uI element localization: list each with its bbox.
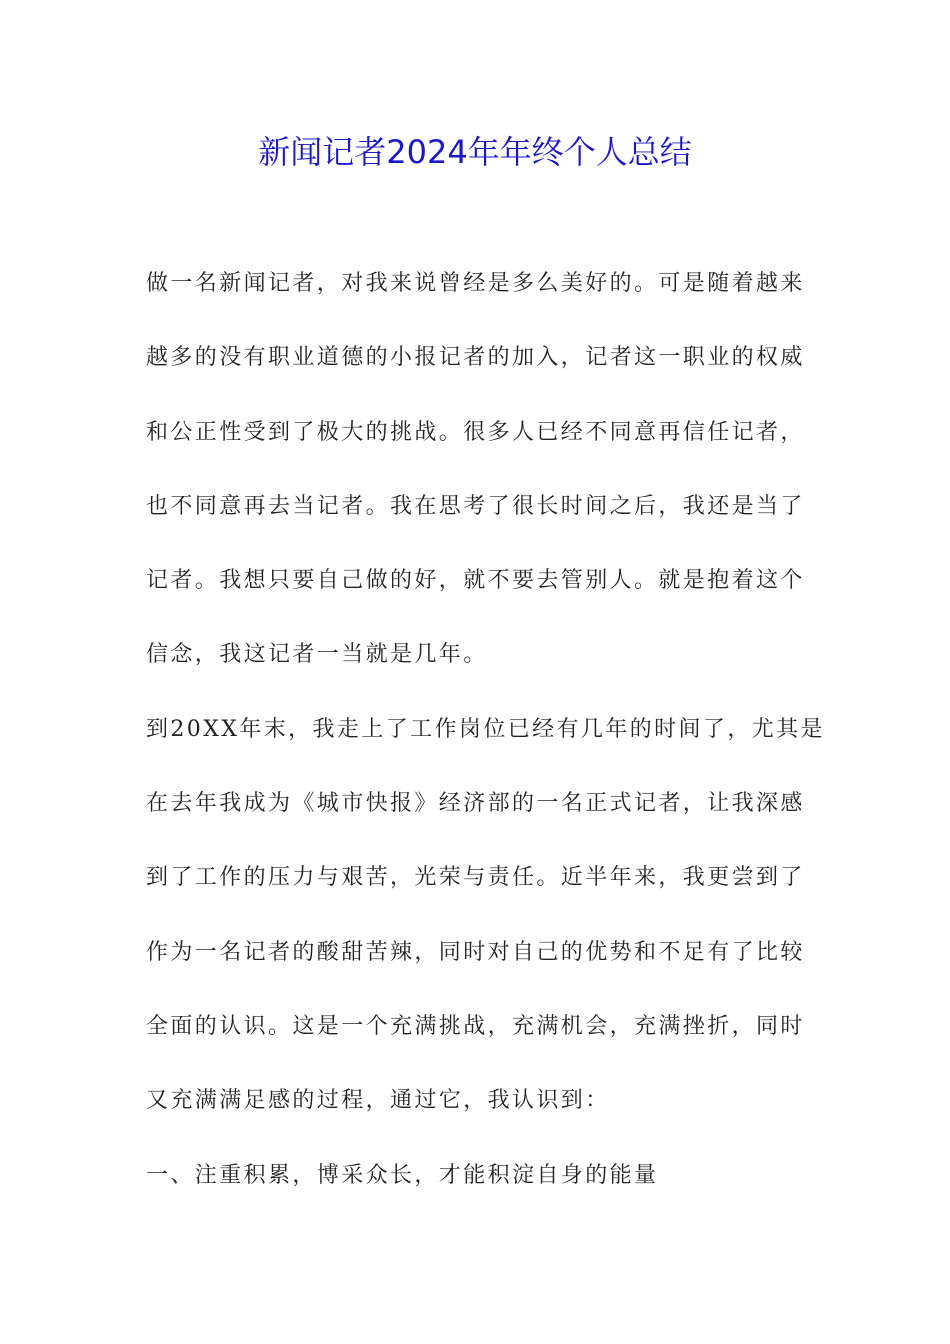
body-line: 也不同意再去当记者。我在思考了很长时间之后，我还是当了 <box>146 493 805 519</box>
body-line: 记者。我想只要自己做的好，就不要去管别人。就是抱着这个 <box>146 568 805 594</box>
body-line: 作为一名记者的酸甜苦辣，同时对自己的优势和不足有了比较 <box>146 939 805 965</box>
body-line: 做一名新闻记者，对我来说曾经是多么美好的。可是随着越来 <box>146 271 805 296</box>
body-line: 在去年我成为《城市快报》经济部的一名正式记者，让我深感 <box>146 791 805 817</box>
document-body <box>146 254 825 1220</box>
body-line: 到20XX年末，我走上了工作岗位已经有几年的时间了，尤其是 <box>146 716 825 742</box>
document-title: 新闻记者2024年年终个人总结 <box>258 133 692 171</box>
body-line: 越多的没有职业道德的小报记者的加入，记者这一职业的权威 <box>146 345 805 371</box>
section-heading: 一、注重积累，博采众长，才能积淀自身的能量 <box>146 1162 659 1188</box>
body-line: 又充满满足感的过程，通过它，我认识到： <box>146 1088 610 1114</box>
body-line: 全面的认识。这是一个充满挑战，充满机会，充满挫折，同时 <box>146 1013 805 1039</box>
body-line: 信念，我这记者一当就是几年。 <box>146 642 488 668</box>
body-line: 和公正性受到了极大的挑战。很多人已经不同意再信任记者， <box>146 419 805 445</box>
body-line: 到了工作的压力与艰苦，光荣与责任。近半年来，我更尝到了 <box>146 865 805 891</box>
